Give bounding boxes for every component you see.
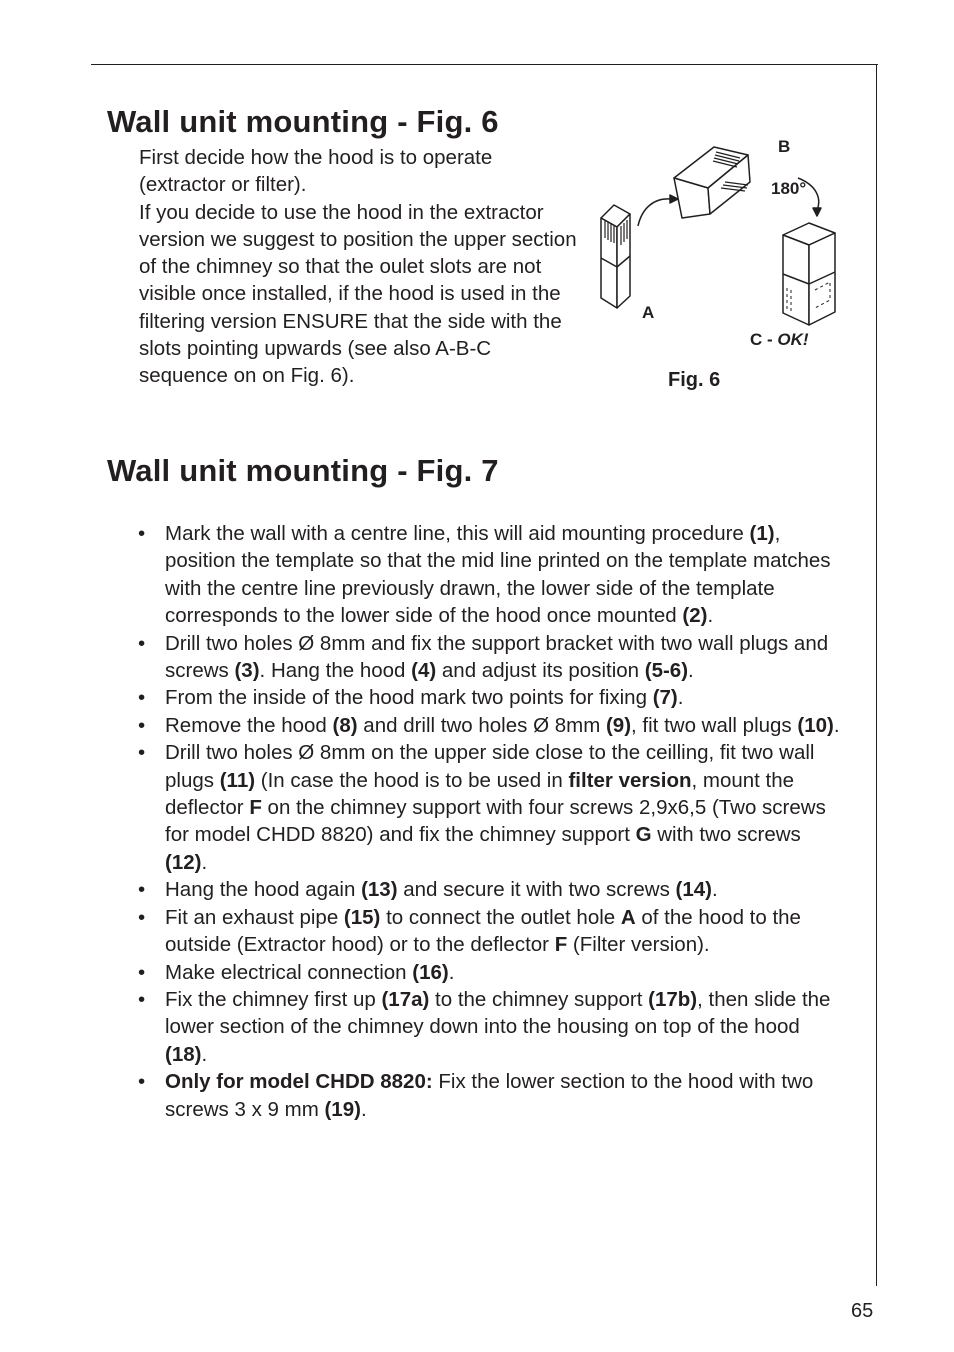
step-text: . [360, 1097, 367, 1121]
bold-reference: F [249, 796, 262, 820]
label-b: B [778, 137, 791, 156]
intro-text [139, 144, 579, 390]
label-ok: OK! [777, 330, 809, 349]
step-item [138, 684, 843, 711]
figure-caption: Fig. 6 [668, 369, 721, 391]
step-text: , then slide the lower section of the chimney down into the housing on top of the hood [165, 987, 831, 1039]
bold-reference: (17a) [381, 987, 430, 1011]
intro-paragraph-2: If you decide to use the hood in the extractor version we suggest to position the upper section of the chimney so that the oulet slots are not visible once installed, if the hood is used in the filtering version ENSURE that the side with the slots pointing upwards (see also A-B-C sequence on on Fig. 6). [139, 200, 577, 388]
step-item [138, 739, 843, 876]
step-text: From the inside of the hood mark two points for fixing [165, 686, 653, 710]
step-item [138, 520, 843, 630]
step-text: Fit an exhaust pipe [165, 905, 344, 929]
bold-reference: filter version [568, 768, 692, 792]
page-number: 65 [851, 1300, 874, 1322]
bold-reference: (14) [675, 878, 712, 902]
bold-reference: G [635, 823, 652, 847]
step-text: and secure it with two screws [397, 878, 676, 902]
step-text: with two screws [651, 823, 801, 847]
step-text: Remove the hood [165, 713, 333, 737]
step-item [138, 876, 843, 903]
step-text: , position the template so that the mid line printed on the template matches with the centre line previously drawn, the lower side of the template corresponds to the lower side of the hood once mounted [165, 522, 831, 628]
bold-reference: (4) [411, 659, 437, 683]
bold-reference: (11) [219, 768, 256, 792]
bold-reference: (16) [412, 960, 449, 984]
step-text: and adjust its position [436, 659, 645, 683]
step-text: , fit two wall plugs [631, 713, 798, 737]
bold-reference: (10) [797, 713, 834, 737]
bold-reference: A [620, 905, 636, 929]
label-180-degrees: 180° [771, 179, 807, 198]
step-text: Mark the wall with a centre line, this will aid mounting procedure [165, 522, 750, 545]
label-c: C - [750, 330, 778, 349]
chimney-section-a [601, 205, 630, 308]
step-text: . [707, 604, 714, 628]
chimney-section-b [674, 147, 750, 218]
step-text: of the hood to the outside (Extractor hood) or to the deflector [165, 905, 801, 957]
right-margin-rule [876, 64, 877, 1286]
step-text: Make electrical connection [165, 960, 413, 984]
step-text: . Hang the hood [259, 659, 412, 683]
step-item [138, 712, 843, 739]
bold-reference: (17b) [648, 987, 698, 1011]
step-text: Fix the chimney first up [165, 987, 382, 1011]
bold-reference: (7) [652, 686, 678, 710]
label-c-ok [750, 330, 809, 350]
step-text: Drill two holes Ø 8mm on the upper side close to the ceilling, fit two wall plugs [165, 741, 815, 792]
chimney-rotation-illustration [590, 130, 850, 400]
bold-reference: (18) [165, 1042, 202, 1066]
step-text: Fix the lower section to the hood with two screws 3 x 9 mm [165, 1070, 814, 1121]
step-item [138, 986, 843, 1068]
step-text: (Filter version). [567, 933, 710, 957]
bold-reference: (15) [343, 905, 381, 929]
step-text: to the chimney support [429, 987, 649, 1011]
step-text: . [201, 1042, 208, 1066]
step-text: Drill two holes Ø 8mm and fix the support bracket with two wall plugs and screws [165, 631, 829, 683]
bold-reference: (3) [234, 659, 260, 683]
step-text: . [448, 960, 455, 984]
heading-fig7: Wall unit mounting - Fig. 7 [107, 453, 499, 488]
top-rule [91, 64, 878, 65]
bold-reference: (2) [682, 604, 708, 628]
step-text: . [201, 850, 208, 874]
bold-reference: (12) [165, 850, 202, 874]
figure-6 [590, 130, 850, 400]
bold-reference: (13) [361, 878, 398, 902]
bold-reference: (8) [332, 713, 358, 737]
step-text: . [677, 686, 684, 710]
bold-reference: (19) [324, 1097, 361, 1121]
step-text: (In case the hood is to be used in [255, 768, 569, 792]
step-item [138, 904, 843, 959]
label-a: A [642, 303, 655, 322]
step-item [138, 1068, 843, 1123]
bold-reference: F [554, 933, 568, 957]
step-text: Hang the hood again [165, 878, 362, 902]
step-text: on the chimney support with four screws 2,9x6,5 (Two screws for model CHDD 8820) and fix the chimney support [165, 796, 826, 847]
step-text: . [712, 878, 718, 902]
bold-reference: (9) [605, 713, 632, 737]
step-text: . [688, 659, 694, 683]
step-text: to connect the outlet hole [380, 905, 621, 929]
step-text: , mount the deflector [165, 768, 795, 820]
mounting-steps-list [138, 520, 843, 1123]
step-item [138, 630, 843, 685]
heading-fig6: Wall unit mounting - Fig. 6 [107, 104, 499, 139]
step-text: and drill two holes Ø 8mm [357, 713, 606, 737]
chimney-section-c [783, 223, 835, 325]
step-text: . [833, 713, 840, 737]
bold-reference: (1) [749, 522, 775, 545]
step-item [138, 959, 843, 986]
bold-reference: (5-6) [644, 659, 689, 683]
bold-reference: Only for model CHDD 8820: [165, 1070, 433, 1094]
intro-paragraph-1: First decide how the hood is to operate (extractor or filter). [139, 146, 493, 197]
